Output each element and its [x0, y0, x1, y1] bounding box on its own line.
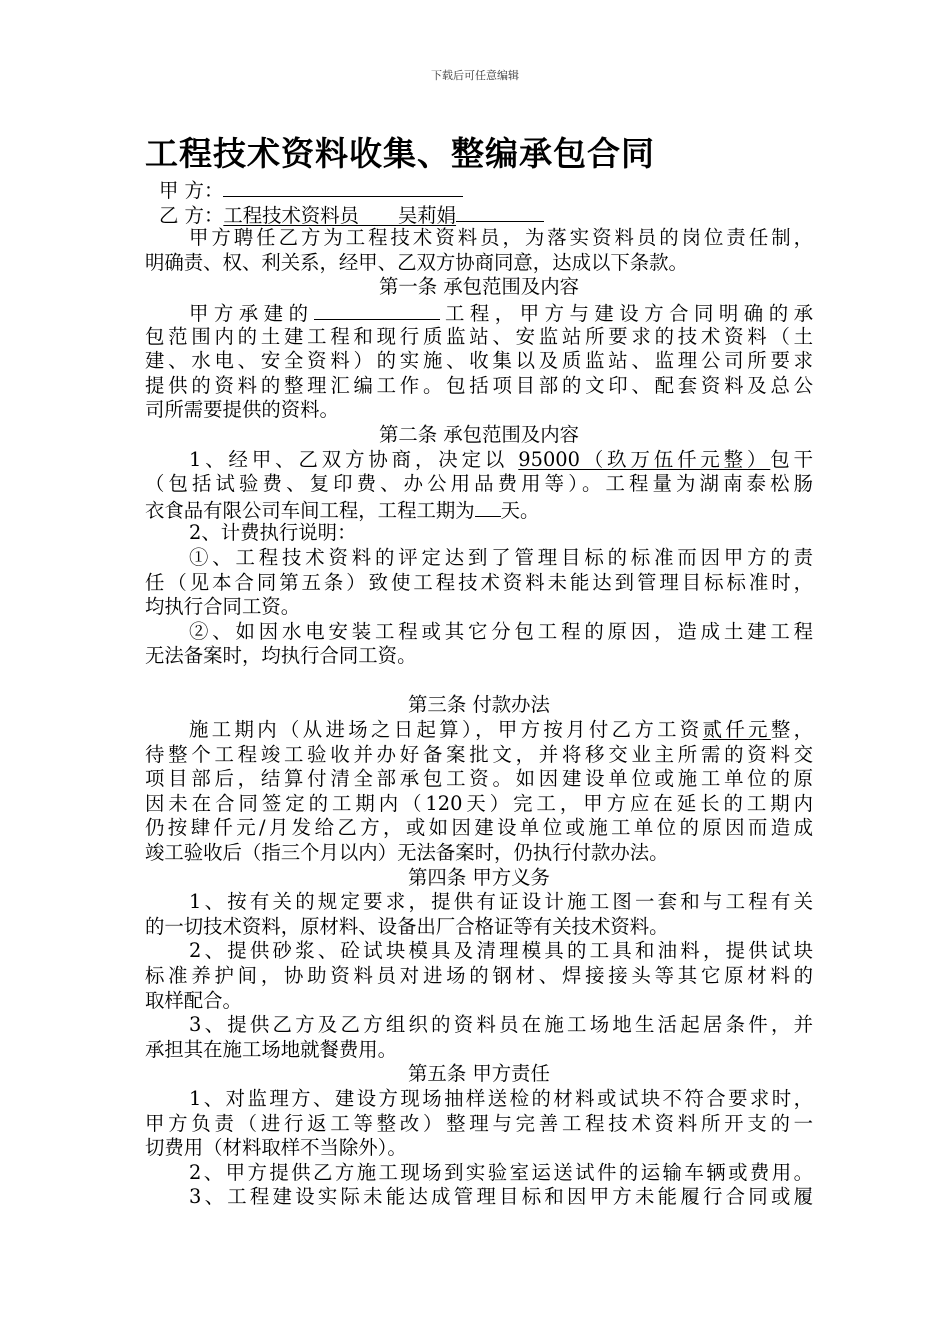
article-4-p1-line-1: 1、按有关的规定要求，提供有证设计施工图一套和与工程有关: [189, 890, 813, 914]
article-3-heading: 第三条 付款办法: [408, 693, 550, 717]
article-1-line-2: 包范围内的土建工程和现行质监站、安监站所要求的技术资料（土: [145, 324, 813, 348]
article-2-heading: 第二条 承包范围及内容: [378, 422, 580, 446]
article-4-p3-line-2: 承担其在施工场地就餐费用。: [145, 1037, 398, 1061]
article-4-p3-line-1: 3、提供乙方及乙方组织的资料员在施工场地生活起居条件，并: [189, 1013, 813, 1037]
article-5-heading: 第五条 甲方责任: [408, 1062, 550, 1086]
monthly-wage: 贰仟元: [702, 718, 771, 742]
article-2-p2: 2、计费执行说明：: [189, 521, 357, 545]
article-1-line-3: 建、水电、安全资料）的实施、收集以及质监站、监理公司所要求: [145, 349, 813, 373]
article-2-p4-line-2: 无法备案时，均执行合同工资。: [145, 644, 417, 668]
article-3-line-3: 项目部后，结算付清全部承包工资。如因建设单位或施工单位的原: [145, 767, 813, 791]
article-1-line-4: 提供的资料的整理汇编工作。包括项目部的文印、配套资料及总公: [145, 373, 813, 397]
contract-amount: 95000（玖万伍仟元整）: [518, 447, 771, 471]
party-a-blank: [223, 177, 463, 197]
article-1-line-1: 甲方承建的 工程，甲方与建设方合同明确的承: [189, 301, 813, 325]
party-b-value: 工程技术资料员 吴莉娟: [223, 203, 457, 227]
party-a-line: [145, 177, 813, 202]
intro-line-2: 明确责、权、利关系，经甲、乙双方协商同意，达成以下条款。: [145, 250, 688, 274]
article-5-p1-line-2: 甲方负责（进行返工等整改）整理与完善工程技术资料所开支的一: [145, 1111, 813, 1135]
party-b-blank: [456, 202, 544, 222]
article-4-p2-line-1: 2、提供砂浆、砼试块模具及清理模具的工具和油料，提供试块: [189, 939, 813, 963]
article-5-p1-line-3: 切费用（材料取样不当除外）。: [145, 1136, 407, 1160]
intro-line-1: 甲方聘任乙方为工程技术资料员，为落实资料员的岗位责任制，: [189, 226, 813, 250]
article-4-p2-line-2: 标准养护间，协助资料员对进场的钢材、焊接接头等其它原材料的: [145, 964, 813, 987]
article-4-p1-line-2: 的一切技术资料，原材料、设备出厂合格证等有关技术资料。: [145, 914, 669, 938]
article-1-line-5: 司所需要提供的资料。: [145, 398, 339, 422]
article-3-line-4: 因未在合同签定的工期内（120天）完工，甲方应在延长的工期内: [145, 791, 813, 815]
article-2-p3-line-3: 均执行合同工资。: [145, 595, 301, 619]
article-2-p1-line-1: 1、经甲、乙双方协商，决定以 95000（玖万伍仟元整）包干: [189, 447, 813, 471]
article-3-line-2: 待整个工程竣工验收并办好备案批文，并将移交业主所需的资料交: [145, 742, 813, 766]
article-3-line-1: 施工期内（从进场之日起算），甲方按月付乙方工资贰仟元整，: [189, 718, 814, 742]
article-2-p1-line-2: （包括试验费、复印费、办公用品费用等）。工程量为湖南泰松肠: [145, 472, 813, 496]
spacer: [145, 669, 813, 694]
article-4-heading: 第四条 甲方义务: [408, 865, 550, 889]
project-name-blank: [314, 300, 440, 320]
article-2-p3-line-1: ①、工程技术资料的评定达到了管理目标的标准而因甲方的责: [189, 545, 813, 569]
article-2-p1-line-3: 衣食品有限公司车间工程，工程工期为 天。: [145, 498, 540, 522]
article-1-heading: 第一条 承包范围及内容: [378, 275, 580, 299]
article-5-p2: 2、甲方提供乙方施工现场到实验室运送试件的运输车辆或费用。: [189, 1160, 813, 1184]
article-3-line-6: 竣工验收后（指三个月以内）无法备案时，仍执行付款办法。: [145, 841, 669, 865]
article-2-p4-line-1: ②、如因水电安装工程或其它分包工程的原因，造成土建工程: [189, 619, 813, 643]
party-b-line: [145, 202, 813, 227]
party-a-label: 甲 方：: [159, 179, 224, 202]
article-3-line-5: 仍按肆仟元/月发给乙方，或如因建设单位或施工单位的原因而造成: [145, 816, 813, 840]
header-note: 下载后可任意编辑: [431, 69, 519, 82]
article-4-p2-line-3: 取样配合。: [145, 988, 242, 1012]
article-5-p3: 3、工程建设实际未能达成管理目标和因甲方未能履行合同或履: [189, 1185, 813, 1209]
article-2-p3-line-2: 任（见本合同第五条）致使工程技术资料未能达到管理目标标准时，: [145, 570, 813, 594]
duration-blank: [475, 497, 501, 517]
article-5-p1-line-1: 1、对监理方、建设方现场抽样送检的材料或试块不符合要求时，: [189, 1086, 813, 1110]
contract-body: [145, 177, 813, 1210]
document-title: 工程技术资料收集、整编承包合同: [145, 134, 655, 173]
party-b-label: 乙 方：: [159, 203, 224, 227]
